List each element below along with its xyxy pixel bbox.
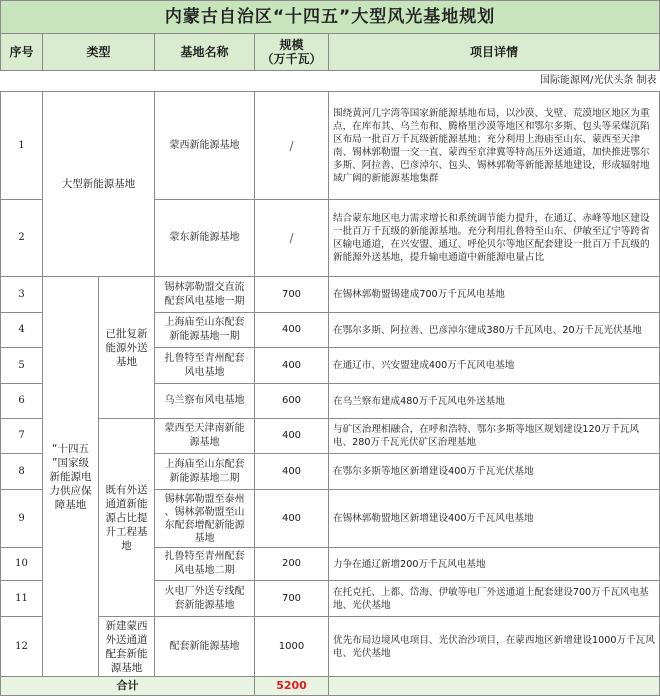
row-detail: 结合蒙东地区电力需求增长和系统调节能力提升，在通辽、赤峰等地区建设一批百万千瓦级的新能源基地。充分利用扎鲁特至山东、伊敏至辽宁等跨省区输电通道，在兴安盟、通辽、呼伦贝尔等地区配套建设一批百万千瓦级的新能源外送基地，提升输电通道中新能源电量占比 — [329, 200, 660, 277]
category-existing-line: 地 — [121, 539, 132, 552]
row-serial: 10 — [1, 548, 43, 581]
category-new-build-line: 源基地 — [110, 661, 143, 674]
row-base-name — [155, 348, 255, 384]
total-value: 5200 — [255, 677, 329, 696]
row-scale: 400 — [255, 454, 329, 490]
row-base-name-line: 上海庙至山东配套 — [164, 317, 245, 328]
category-national-supply — [43, 277, 99, 677]
row-base-name — [155, 419, 255, 454]
row-detail: 围绕黄河几字湾等国家新能源基地布局，以沙漠、戈壁、荒漠地区地区为重点，在库布其、乌兰布和、腾格里沙漠等地区和鄂尔多斯、包头等采煤沉陷区布局一批百万千瓦级新能源基地；充分利用上海庙至山东、蒙西至天津南、锡林郭勒盟一交一直、蒙西至京津冀等特高压外送通道，加快推进鄂尔多斯、阿拉善、巴彦淖尔、包头、锡林郭勒等新能源基地建设，形成辐射地域广阔的新能源基地集群 — [329, 92, 660, 200]
table-row — [1, 617, 660, 677]
row-serial: 4 — [1, 313, 43, 348]
row-scale: 700 — [255, 277, 329, 313]
row-base-name-line: 、锡林郭勒盟至山 — [164, 506, 245, 518]
row-scale: 200 — [255, 548, 329, 581]
row-scale: 400 — [255, 419, 329, 454]
category-existing-channel — [99, 419, 155, 617]
category-existing-line: 升工程基 — [105, 525, 148, 538]
header-detail: 项目详情 — [329, 34, 660, 71]
header-scale-line2: （万千瓦） — [261, 52, 322, 66]
row-serial: 5 — [1, 348, 43, 384]
table-row — [1, 92, 660, 200]
row-base-name-line: 扎鲁特至青州配套 — [164, 551, 245, 562]
header-category: 类型 — [43, 34, 155, 71]
category-existing-line: 源占比提 — [105, 511, 148, 524]
row-base-name — [155, 454, 255, 490]
row-detail: 在锡林郭勒盟地区新增建设400万千瓦风电基地 — [329, 490, 660, 548]
row-base-name-line: 火电厂外送专线配 — [164, 585, 245, 597]
row-scale: 700 — [255, 581, 329, 617]
row-base-name-line: 东配套增配新能源 — [164, 519, 245, 531]
total-label: 合计 — [1, 677, 255, 696]
row-serial: 7 — [1, 419, 43, 454]
category-approved-outbound — [99, 277, 155, 419]
category-existing-line: 通道新能 — [105, 497, 148, 510]
row-detail: 在鄂尔多斯等地区新增建设400万千瓦光伏基地 — [329, 454, 660, 490]
row-base-name: 配套新能源基地 — [155, 617, 255, 677]
row-base-name-line: 源基地 — [189, 437, 220, 448]
category-national-supply-line: “十四五 — [52, 442, 89, 455]
row-serial: 11 — [1, 581, 43, 617]
row-scale: / — [255, 92, 329, 200]
table-row — [1, 419, 660, 454]
category-national-supply-line: 力供应保 — [49, 484, 92, 497]
row-base-name-line: 蒙西至天津南新能 — [164, 423, 245, 434]
category-new-build — [99, 617, 155, 677]
row-scale: / — [255, 200, 329, 277]
row-base-name-line: 锡林郭勒盟交直流 — [164, 281, 245, 293]
row-base-name-line: 新能源基地一期 — [169, 331, 240, 342]
table-title: 内蒙古自治区“十四五”大型风光基地规划 — [1, 1, 660, 34]
row-scale: 600 — [255, 384, 329, 419]
category-national-supply-line: 新能源电 — [49, 470, 92, 483]
row-detail: 优先布局边境风电项目、光伏治沙项目，在蒙西地区新增建设1000万千瓦风电、光伏基地 — [329, 617, 660, 677]
row-serial: 1 — [1, 92, 43, 200]
row-serial: 12 — [1, 617, 43, 677]
category-existing-line: 既有外送 — [105, 483, 148, 496]
category-approved-line: 基地 — [116, 355, 137, 368]
row-scale: 1000 — [255, 617, 329, 677]
source-note: 国际能源网/光伏头条 制表 — [1, 71, 660, 92]
category-new-build-line: 配套新能 — [105, 647, 148, 660]
row-serial: 6 — [1, 384, 43, 419]
row-serial: 3 — [1, 277, 43, 313]
row-detail: 在锡林郭勒盟锡建成700万千瓦风电基地 — [329, 277, 660, 313]
table-row — [1, 277, 660, 313]
row-base-name-line: 套新能源基地 — [174, 599, 235, 611]
row-base-name — [155, 490, 255, 548]
category-national-supply-line: 障基地 — [54, 498, 87, 511]
row-base-name-line: 配套风电基地一期 — [164, 295, 245, 307]
row-base-name-line: 风电基地 — [184, 366, 225, 378]
category-large-new-energy: 大型新能源基地 — [43, 92, 155, 277]
row-base-name-line: 上海庙至山东配套 — [164, 458, 245, 470]
total-row — [1, 677, 660, 696]
row-serial: 8 — [1, 454, 43, 490]
header-scale — [255, 34, 329, 71]
row-detail: 在鄂尔多斯、阿拉善、巴彦淖尔建成380万千瓦风电、20万千瓦光伏基地 — [329, 313, 660, 348]
row-base-name: 乌兰察布风电基地 — [155, 384, 255, 419]
row-base-name: 蒙西新能源基地 — [155, 92, 255, 200]
category-new-build-line: 新建蒙西 — [105, 619, 148, 632]
category-approved-line: 能源外送 — [105, 341, 148, 354]
row-base-name-line: 新能源基地二期 — [169, 472, 240, 484]
row-base-name: 蒙东新能源基地 — [155, 200, 255, 277]
category-national-supply-line: ”国家级 — [52, 456, 89, 469]
row-base-name-line: 风电基地二期 — [174, 565, 235, 576]
row-detail: 在通辽市、兴安盟建成400万千瓦风电基地 — [329, 348, 660, 384]
row-detail: 力争在通辽新增200万千瓦风电基地 — [329, 548, 660, 581]
header-scale-line1: 规模 — [279, 38, 304, 52]
row-base-name-line: 基地 — [194, 532, 215, 544]
row-base-name — [155, 548, 255, 581]
row-base-name — [155, 313, 255, 348]
total-detail-empty — [329, 677, 660, 696]
header-serial: 序号 — [1, 34, 43, 71]
row-detail: 在乌兰察布建成480万千瓦风电外送基地 — [329, 384, 660, 419]
row-serial: 2 — [1, 200, 43, 277]
row-base-name-line: 锡林郭勒盟至泰州 — [164, 493, 245, 505]
header-base-name: 基地名称 — [155, 34, 255, 71]
category-new-build-line: 外送通道 — [105, 633, 148, 646]
row-base-name — [155, 277, 255, 313]
row-base-name-line: 扎鲁特至青州配套 — [164, 352, 245, 364]
row-base-name — [155, 581, 255, 617]
row-scale: 400 — [255, 490, 329, 548]
category-approved-line: 已批复新 — [105, 327, 148, 340]
row-detail: 在托克托、上都、岱海、伊敏等电厂外送通道上配套建设700万千瓦风电基地、光伏基地 — [329, 581, 660, 617]
row-scale: 400 — [255, 348, 329, 384]
row-detail: 与矿区治理相融合，在呼和浩特、鄂尔多斯等地区规划建设120万千瓦风电、280万千瓦光伏矿区治理基地 — [329, 419, 660, 454]
row-serial: 9 — [1, 490, 43, 548]
row-scale: 400 — [255, 313, 329, 348]
